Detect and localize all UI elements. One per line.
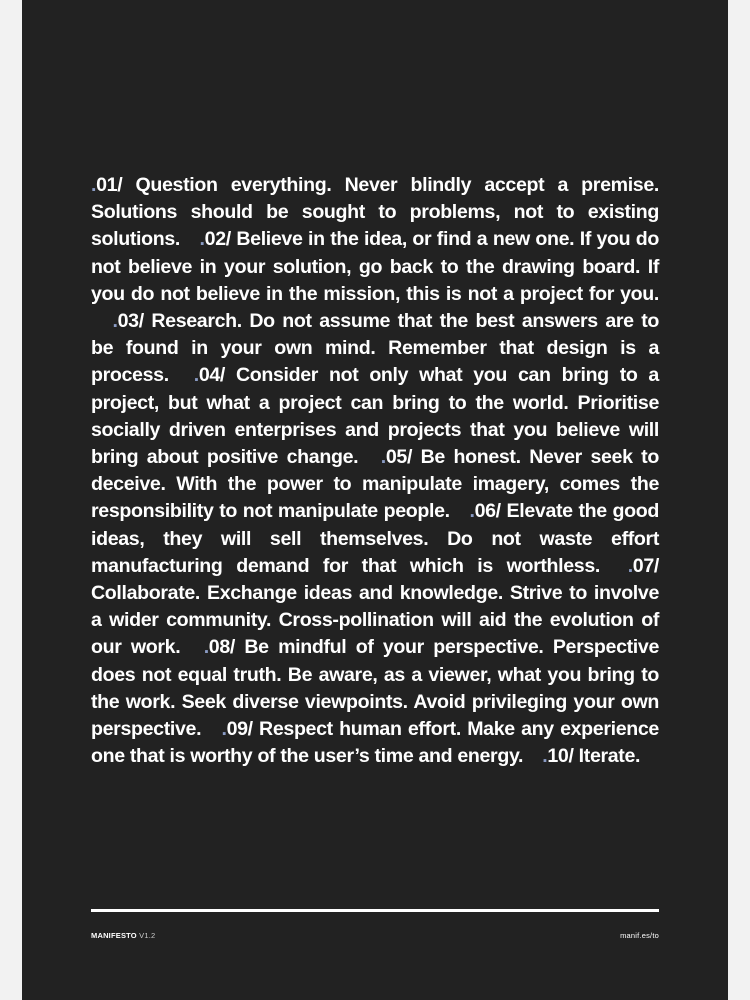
principle-text: Question everything. Never blindly accept a premise. Solutions should be sought to problems, not to existing solutions. xyxy=(91,174,659,251)
number-dot: . xyxy=(221,718,227,741)
principle-text: Collaborate. Exchange ideas and knowledge. Strive to involve a wider community. Cross-pollination will aid the evolution of our work. xyxy=(91,582,659,659)
number-dot: . xyxy=(627,554,633,577)
principle-number: .03/ xyxy=(112,310,144,333)
principle-number: .05/ xyxy=(380,446,413,469)
footer-url: manif.es/to xyxy=(620,931,659,940)
number-dot: . xyxy=(193,364,199,387)
footer-divider xyxy=(91,909,659,912)
principle-number: .06/ xyxy=(469,500,501,523)
principle-number: .10/ xyxy=(542,745,574,768)
brand-name: MANIFESTO xyxy=(91,931,137,940)
principle-10 xyxy=(542,745,640,767)
principle-text: Research. Do not assume that the best answers are to be found in your own mind. Remember that design is a process. xyxy=(91,310,659,387)
number-dot: . xyxy=(542,745,548,768)
version-label: V1.2 xyxy=(139,931,156,940)
principle-text: Believe in the idea, or find a new one. If you do not believe in your solution, go back to the drawing board. If you do not believe in the mission, this is not a project for you. xyxy=(91,228,659,305)
principle-number: .04/ xyxy=(193,364,226,387)
number-dot: . xyxy=(469,500,475,523)
principle-text: Iterate. xyxy=(578,745,641,768)
number-dot: . xyxy=(203,636,209,659)
footer-brand xyxy=(91,931,155,940)
poster xyxy=(22,0,728,1000)
number-dot: . xyxy=(199,228,205,251)
principle-number: .08/ xyxy=(203,636,235,659)
number-dot: . xyxy=(112,310,118,333)
principle-text: Be mindful of your perspective. Perspective does not equal truth. Be aware, as a viewer, what you bring to the work. Seek diverse viewpoints. Avoid privileging your own perspective. xyxy=(91,636,659,741)
principle-text: Consider not only what you can bring to a project, but what a project can bring to the world. Prioritise socially driven enterprises and projects that you believe will bring about positive change. xyxy=(91,364,659,469)
principle-text: Respect human effort. Make any experience one that is worthy of the user’s time and energy. xyxy=(91,718,659,768)
principle-text: Elevate the good ideas, they will sell themselves. Do not waste effort manufacturing demand for that which is worthless. xyxy=(91,500,659,577)
principle-number: .02/ xyxy=(199,228,231,251)
number-dot: . xyxy=(91,174,97,196)
principle-number: .09/ xyxy=(221,718,253,741)
manifesto-text xyxy=(91,172,659,770)
principle-number: .01/ xyxy=(91,174,123,196)
principle-text: Be honest. Never seek to deceive. With the power to manipulate imagery, comes the responsibility to not manipulate people. xyxy=(91,446,659,523)
principle-number: .07/ xyxy=(627,554,659,577)
number-dot: . xyxy=(380,446,386,469)
